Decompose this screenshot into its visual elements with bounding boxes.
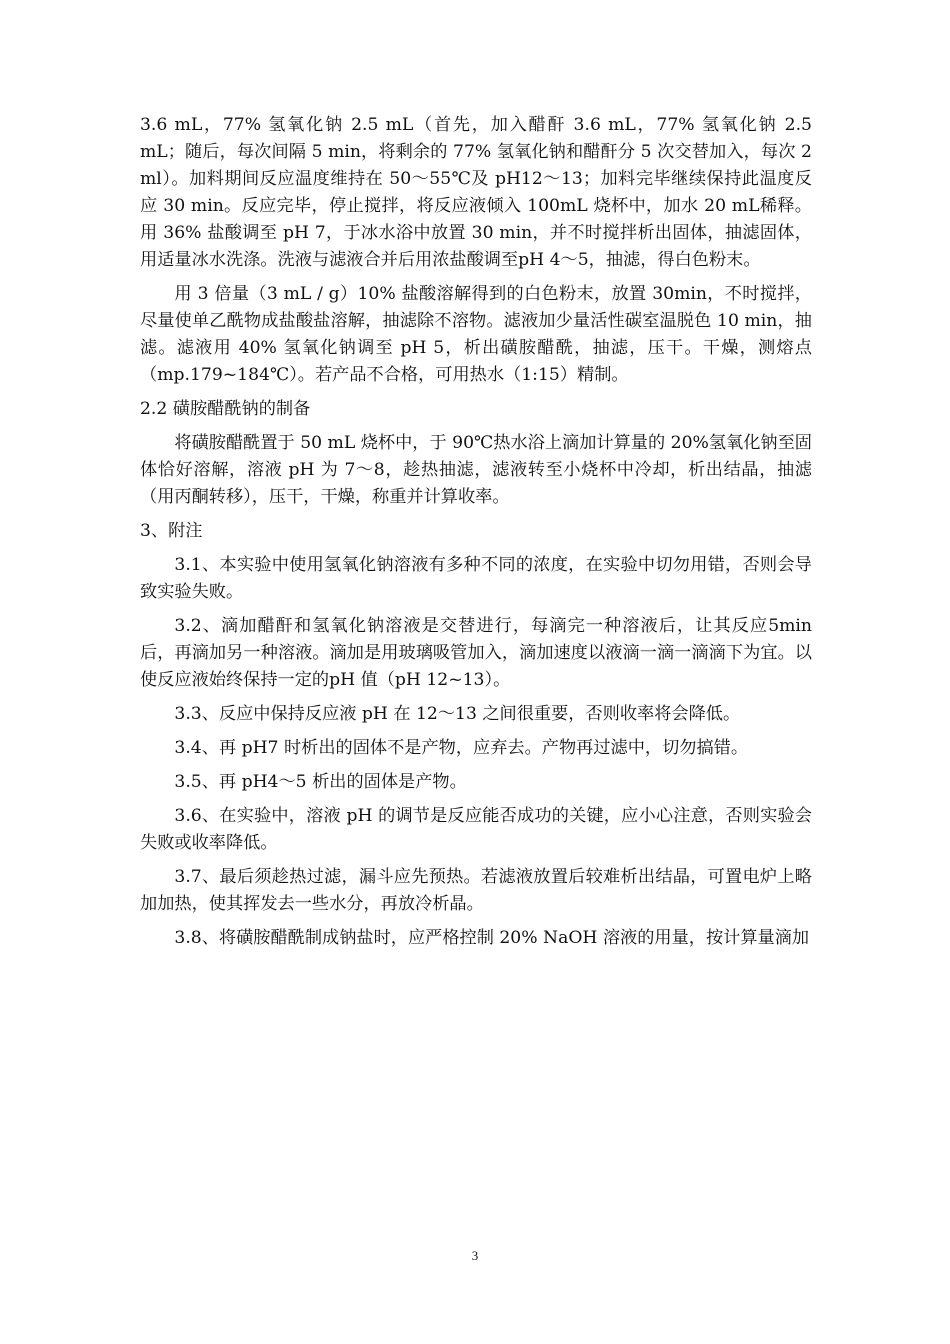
note-3-6: 3.6、在实验中，溶液 pH 的调节是反应能否成功的关键，应小心注意，否则实验会失败或收率降低。 <box>140 806 812 853</box>
section-heading-2-2: 2.2 磺胺醋酰钠的制备 <box>140 399 311 419</box>
note-3-3: 3.3、反应中保持反应液 pH 在 12～13 之间很重要，否则收率将会降低。 <box>174 704 741 724</box>
page-body <box>140 112 812 959</box>
section-heading-notes: 3、附注 <box>140 521 203 541</box>
paragraph-procedure-continued: 3.6 mL，77% 氢氧化钠 2.5 mL（首先，加入醋酐 3.6 mL，77% 氢氧化钠 2.5 mL；随后，每次间隔 5 min，将剩余的 77% 氢氧化钠和醋酐分 5 次交替加入，每次 2 ml）。加料期间反应温度维持在 50～55℃及 pH12～13；加料完毕继续保持此温度反应 30 min。反应完毕，停止搅拌，将反应液倾入 100mL 烧杯中，加水 20 mL稀释。用 36% 盐酸调至 pH 7，于冰水浴中放置 30 min，并不时搅拌析出固体，抽滤固体，用适量冰水洗涤。洗液与滤液合并后用浓盐酸调至pH 4～5，抽滤，得白色粉末。 <box>140 115 812 270</box>
note-3-1: 3.1、本实验中使用氢氧化钠溶液有多种不同的浓度，在实验中切勿用错，否则会导致实验失败。 <box>140 555 812 602</box>
paragraph-sodium-salt-prep: 将磺胺醋酰置于 50 mL 烧杯中，于 90℃热水浴上滴加计算量的 20%氢氧化钠至固体恰好溶解，溶液 pH 为 7～8，趁热抽滤，滤液转至小烧杯中冷却，析出结晶，抽滤（用丙酮转移），压干，干燥，称重并计算收率。 <box>140 433 812 507</box>
note-3-2: 3.2、滴加醋酐和氢氧化钠溶液是交替进行，每滴完一种溶液后，让其反应5min 后，再滴加另一种溶液。滴加是用玻璃吸管加入，滴加速度以液滴一滴一滴滴下为宜。以使反应液始终保持一定的pH 值（pH 12~13）。 <box>140 616 812 690</box>
note-3-4: 3.4、再 pH7 时析出的固体不是产物，应弃去。产物再过滤中，切勿搞错。 <box>174 738 749 758</box>
paragraph-purification: 用 3 倍量（3 mL / g）10% 盐酸溶解得到的白色粉末，放置 30min，不时搅拌，尽量使单乙酰物成盐酸盐溶解，抽滤除不溶物。滤液加少量活性碳室温脱色 10 min，抽滤。滤液用 40% 氢氧化钠调至 pH 5，析出磺胺醋酰，抽滤，压干。干燥，测熔点（mp.179~184℃）。若产品不合格，可用热水（1:15）精制。 <box>140 284 812 385</box>
page-number: 3 <box>471 1248 479 1263</box>
note-3-5: 3.5、再 pH4～5 析出的固体是产物。 <box>174 772 467 792</box>
note-3-8: 3.8、将磺胺醋酰制成钠盐时，应严格控制 20% NaOH 溶液的用量，按计算量滴加 <box>174 928 810 948</box>
note-3-7: 3.7、最后须趁热过滤，漏斗应先预热。若滤液放置后较难析出结晶，可置电炉上略加加热，使其挥发去一些水分，再放冷析晶。 <box>140 867 812 914</box>
